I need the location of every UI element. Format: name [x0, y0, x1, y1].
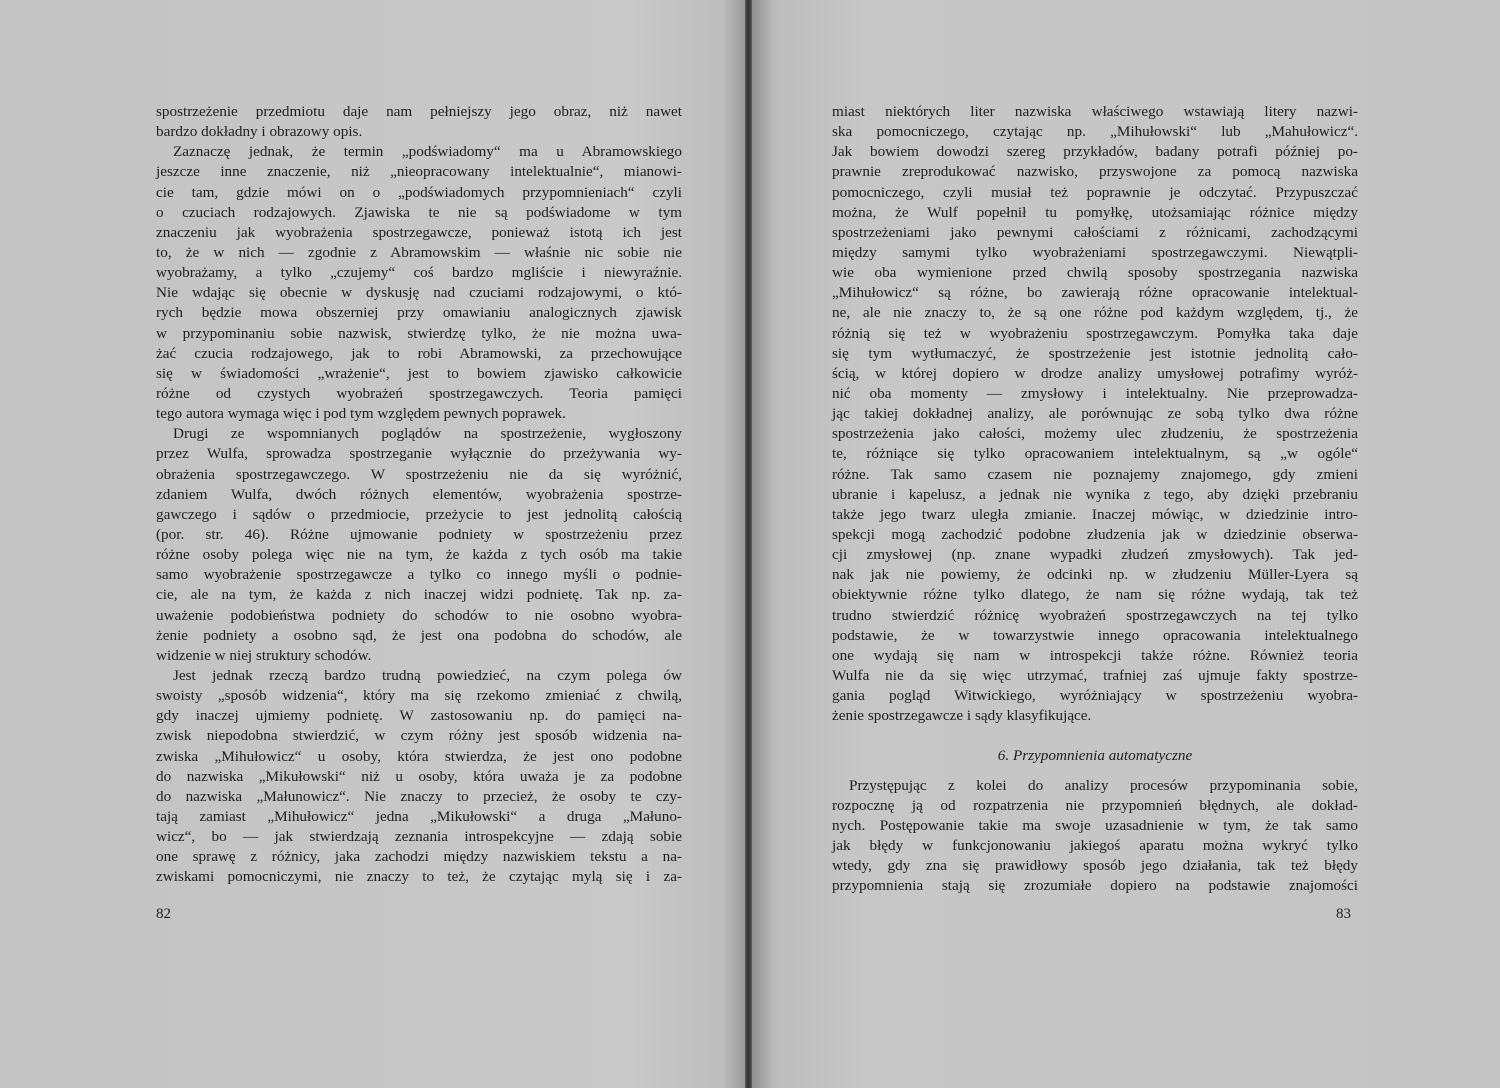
- text-line: jeszcze inne znaczenie, niż „nieopracowany intelektualnie“, mianowi-: [156, 163, 682, 181]
- text-line: spekcji mogą zachodzić podobne złudzenia jak w dziedzinie obserwa-: [832, 525, 1358, 543]
- text-line: wie oba wymienione przed chwilą sposoby spostrzegania nazwiska: [832, 264, 1358, 282]
- text-line: tają zamiast „Mihułowicz“ jedna „Mikułowski“ a druga „Małuno-: [156, 807, 682, 825]
- text-line: jak błędy w funkcjonowaniu jakiegoś aparatu można wykryć tylko: [832, 836, 1358, 854]
- text-line: ne, ale nie znaczy to, że są one różne pod każdym względem, tj., że: [832, 304, 1358, 322]
- text-line: żać czucia rodzajowego, jak to robi Abramowski, za przechowujące: [156, 344, 682, 362]
- text-line: do nazwiska „Małunowicz“. Nie znaczy to przecież, że osoby te czy-: [156, 787, 682, 805]
- text-line: cji zmysłowej (np. znane wypadki złudzeń zmysłowych). Tak jed-: [832, 546, 1358, 564]
- text-line: Zaznaczę jednak, że termin „podświadomy“ ma u Abramowskiego: [173, 143, 682, 161]
- text-line: trudno stwierdzić różnicę wyobrażeń spostrzegawczych na tej tylko: [832, 606, 1358, 624]
- text-line: ścią, w której dopiero w drodze analizy umysłowej potrafimy wyróż-: [832, 364, 1358, 382]
- text-line: ska pomocniczego, czytając np. „Mihułowski“ lub „Mahułowicz“.: [832, 123, 1358, 141]
- text-line: Przystępując z kolei do analizy procesów przypominania sobie,: [849, 776, 1358, 794]
- text-line: spostrzeżenia jako całości, możemy ulec złudzeniu, że spostrzeżenia: [832, 425, 1358, 443]
- text-line: także jego twarz uległa zmianie. Inaczej mówiąc, w dziedzinie intro-: [832, 505, 1358, 523]
- text-line: te, różniące się tylko opracowaniem intelektualnym, są „w ogóle“: [832, 445, 1358, 463]
- text-line: Jest jednak rzeczą bardzo trudną powiedzieć, na czym polega ów: [173, 666, 682, 684]
- text-line: można, że Wulf popełnił tu pomyłkę, utożsamiając różnice między: [832, 203, 1358, 221]
- text-line: się w świadomości „wrażenie“, jest to bowiem zjawisko całkowicie: [156, 364, 682, 382]
- left-page-text: [156, 102, 682, 887]
- left-page: [0, 0, 745, 1088]
- text-line: to, że w nich — zgodnie z Abramowskim — właśnie nic sobie nie: [156, 243, 682, 261]
- text-line: podstawie, że w towarzystwie innego opracowania intelektualnego: [832, 626, 1358, 644]
- page-number: 83: [1336, 906, 1351, 922]
- text-line: gania pogląd Witwickiego, wyróżniający w spostrzeżeniu wyobra-: [832, 687, 1358, 705]
- text-line: uważenie podobieństwa podniety do schodów to nie osobno wyobra-: [156, 606, 682, 624]
- text-line: cie, ale na tym, że każda z nich inaczej widzi podnietę. Tak np. za-: [156, 586, 682, 604]
- text-line: spostrzeżeniami jako pewnymi całościami z różnicami, zachodzącymi: [832, 223, 1358, 241]
- text-line: nych. Postępowanie takie ma swoje uzasadnienie w tym, że tak samo: [832, 816, 1358, 834]
- right-page: [752, 0, 1500, 1088]
- text-line: nak jak nie powiemy, że odcinki np. w złudzeniu Müller-Lyera są: [832, 566, 1358, 584]
- text-line: spostrzeżenie przedmiotu daje nam pełniejszy jego obraz, niż nawet: [156, 103, 682, 120]
- text-line: Nie wdając się obecnie w dyskusję nad czuciami rodzajowymi, o któ-: [156, 284, 682, 302]
- text-line: wtedy, gdy zna się prawidłowy sposób jego działania, tak też błędy: [832, 857, 1358, 875]
- text-line: obrażenia spostrzegawczego. W spostrzeżeniu nie da się wyróżnić,: [156, 465, 682, 483]
- text-line: widzenie w niej struktury schodów.: [156, 646, 372, 664]
- text-line: prawnie zreprodukować nazwisko, przyswojone za pomocą nazwiska: [832, 163, 1358, 181]
- text-line: różnią się też w wyobrażeniu spostrzegawczym. Pomyłka taka daje: [832, 324, 1358, 342]
- text-line: żenie spostrzegawcze i sądy klasyfikujące.: [832, 707, 1092, 725]
- section-heading: 6. Przypomnienia automatyczne: [997, 747, 1193, 765]
- text-line: tego autora wymaga więc i pod tym względem pewnych poprawek.: [156, 405, 566, 423]
- text-line: obiektywnie różne tylko dlatego, że nam się różne wydają, tak też: [832, 586, 1358, 604]
- text-line: wicz“, bo — jak stwierdzają zeznania introspekcyjne — zdają sobie: [156, 828, 682, 846]
- text-line: różne. Tak samo czasem nie poznajemy znajomego, gdy zmieni: [832, 465, 1358, 483]
- text-line: w przypominaniu sobie nazwisk, stwierdzę tylko, że nie można uwa-: [156, 324, 682, 342]
- text-line: jąc takiej dokładnej analizy, ale porównując ze sobą tylko dwa różne: [832, 405, 1358, 423]
- text-line: żenie podniety a osobno sąd, że jest ona podobna do schodów, ale: [156, 626, 682, 644]
- text-line: zdaniem Wulfa, dwóch różnych elementów, wyobrażenia spostrze-: [156, 485, 682, 503]
- text-line: różne osoby polega więc nie na tym, że każda z tych osób ma takie: [156, 546, 682, 564]
- text-line: zwiska „Mihułowicz“ u osoby, która stwierdza, że jest ono podobne: [156, 747, 682, 765]
- text-line: do nazwiska „Mikułowski“ niż u osoby, która uważa je za podobne: [156, 767, 682, 785]
- text-line: rych będzie mowa obszerniej przy omawianiu analogicznych zjawisk: [156, 304, 682, 322]
- text-line: wyobrażamy, a tylko „czujemy“ coś bardzo mgliście i niewyraźnie.: [156, 264, 682, 282]
- text-line: rozpocznę ją od rozpatrzenia nie przypomnień błędnych, ale dokład-: [832, 796, 1358, 814]
- text-line: cie tam, gdzie mówi on o „podświadomych przypomnieniach“ czyli: [156, 183, 682, 201]
- right-page-text: [832, 102, 1358, 896]
- text-line: różne od czystych wyobrażeń spostrzegawczych. Teoria pamięci: [156, 384, 682, 402]
- text-line: nić oba momenty — zmysłowy i intelektualny. Nie przeprowadza-: [832, 384, 1358, 402]
- text-line: przez Wulfa, sprowadza spostrzeganie wyłącznie do przeżywania wy-: [156, 445, 682, 463]
- page-number: 82: [156, 906, 171, 922]
- text-line: Drugi ze wspomnianych poglądów na spostrzeżenie, wygłoszony: [173, 425, 682, 443]
- text-line: swoisty „sposób widzenia“, który ma się rzekomo zmieniać z chwilą,: [156, 687, 682, 705]
- text-line: zwiskami pomocniczymi, nie znaczy to też, że czytając mylą się i za-: [156, 868, 682, 886]
- text-line: Jak bowiem dowodzi szereg przykładów, badany potrafi później po-: [832, 143, 1358, 161]
- text-line: „Mihułowicz“ są różne, bo zawierają różne opracowanie intelektual-: [832, 284, 1358, 302]
- text-line: pomocniczego, czyli musiał też poprawnie je odczytać. Przypuszczać: [832, 183, 1358, 201]
- text-line: o czuciach rodzajowych. Zjawiska te nie są podświadome w tym: [156, 203, 682, 221]
- text-line: przypomnienia stają się zrozumiałe dopiero na podstawie znajomości: [832, 877, 1358, 895]
- text-line: znaczeniu jak wyobrażenia spostrzegawcze, ponieważ istotą ich jest: [156, 223, 682, 241]
- text-line: one sprawę z różnicy, jaka zachodzi między nazwiskiem tekstu a na-: [156, 848, 682, 866]
- text-line: zwisk niepodobna stwierdzić, w czym różny jest sposób widzenia na-: [156, 727, 682, 745]
- text-line: (por. str. 46). Różne ujmowanie podniety w spostrzeżeniu przez: [156, 525, 682, 543]
- text-line: Wulfa nie da się więc utrzymać, trafniej zaś ujmuje fakty spostrze-: [832, 666, 1358, 684]
- book-gutter: [745, 0, 752, 1088]
- text-line: gawczego i sądów o przedmiocie, przeżycie to jest jednolitą całością: [156, 505, 682, 523]
- text-line: samo wyobrażenie spostrzegawcze a tylko co innego myśli o podnie-: [156, 566, 682, 584]
- text-line: bardzo dokładny i obrazowy opis.: [156, 123, 363, 141]
- text-line: się tym wytłumaczyć, że spostrzeżenie jest istotnie jednolitą cało-: [832, 344, 1358, 362]
- text-line: ubranie i kapelusz, a jednak nie wynika z tego, aby dzięki przebraniu: [832, 485, 1358, 503]
- text-line: one wydają się nam w introspekcji także różne. Również teoria: [832, 646, 1358, 664]
- text-line: między samymi tylko wyobrażeniami spostrzegawczymi. Niewątpli-: [832, 243, 1358, 261]
- text-line: miast niektórych liter nazwiska właściwego wstawiają litery nazwi-: [832, 103, 1358, 120]
- text-line: gdy inaczej ujmiemy podnietę. W zastosowaniu np. do pamięci na-: [156, 707, 682, 725]
